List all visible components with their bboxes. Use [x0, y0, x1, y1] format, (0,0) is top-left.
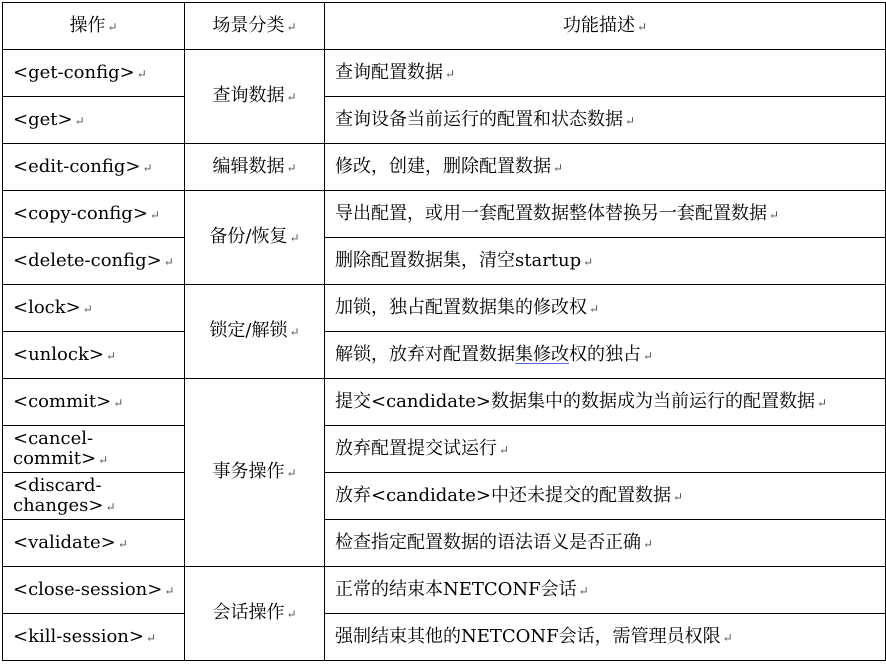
spellcheck-underline: 集修改 [515, 343, 569, 365]
description-cell: 放弃<candidate>中还未提交的配置数据 ↵ [325, 473, 886, 520]
table-row [3, 50, 886, 97]
description-cell: 删除配置数据集，清空startup ↵ [325, 238, 886, 285]
description-cell: 查询设备当前运行的配置和状态数据 ↵ [325, 97, 886, 144]
header-operation: 操作 ↵ [3, 3, 185, 50]
netconf-operations-table [2, 2, 886, 661]
operation-cell: <copy-config> ↵ [3, 191, 185, 238]
table-row [3, 473, 886, 520]
description-cell: 放弃配置提交试运行 ↵ [325, 426, 886, 473]
operation-cell: <discard-changes> ↵ [3, 473, 185, 520]
table-row [3, 144, 886, 191]
description-cell: 修改，创建，删除配置数据 ↵ [325, 144, 886, 191]
description-cell: 检查指定配置数据的语法语义是否正确 ↵ [325, 520, 886, 567]
operation-cell: <commit> ↵ [3, 379, 185, 426]
operation-cell: <unlock> ↵ [3, 332, 185, 379]
operation-cell: <cancel-commit> ↵ [3, 426, 185, 473]
category-cell: 编辑数据 ↵ [185, 144, 325, 191]
category-cell: 会话操作 ↵ [185, 567, 325, 661]
table-row [3, 614, 886, 661]
description-cell: 解锁，放弃对配置数据集修改权的独占 ↵ [325, 332, 886, 379]
description-cell: 导出配置，或用一套配置数据整体替换另一套配置数据 ↵ [325, 191, 886, 238]
table-row [3, 379, 886, 426]
table-row [3, 285, 886, 332]
category-cell: 查询数据 ↵ [185, 50, 325, 144]
table-row [3, 426, 886, 473]
operation-cell: <validate> ↵ [3, 520, 185, 567]
description-cell: 提交<candidate>数据集中的数据成为当前运行的配置数据 ↵ [325, 379, 886, 426]
table-row [3, 97, 886, 144]
category-cell: 锁定/解锁 ↵ [185, 285, 325, 379]
table-row [3, 238, 886, 285]
operation-cell: <close-session> ↵ [3, 567, 185, 614]
table-row [3, 567, 886, 614]
operation-cell: <kill-session> ↵ [3, 614, 185, 661]
description-cell: 加锁，独占配置数据集的修改权 ↵ [325, 285, 886, 332]
operation-cell: <delete-config> ↵ [3, 238, 185, 285]
header-row [3, 3, 886, 50]
operation-cell: <lock> ↵ [3, 285, 185, 332]
category-cell: 备份/恢复 ↵ [185, 191, 325, 285]
description-cell: 查询配置数据 ↵ [325, 50, 886, 97]
operation-cell: <get-config> ↵ [3, 50, 185, 97]
header-description: 功能描述 ↵ [325, 3, 886, 50]
category-cell: 事务操作 ↵ [185, 379, 325, 567]
table-row [3, 191, 886, 238]
description-cell: 强制结束其他的NETCONF会话，需管理员权限 ↵ [325, 614, 886, 661]
description-cell: 正常的结束本NETCONF会话 ↵ [325, 567, 886, 614]
table-row [3, 520, 886, 567]
table-row [3, 332, 886, 379]
operation-cell: <edit-config> ↵ [3, 144, 185, 191]
header-category: 场景分类 ↵ [185, 3, 325, 50]
operation-cell: <get> ↵ [3, 97, 185, 144]
